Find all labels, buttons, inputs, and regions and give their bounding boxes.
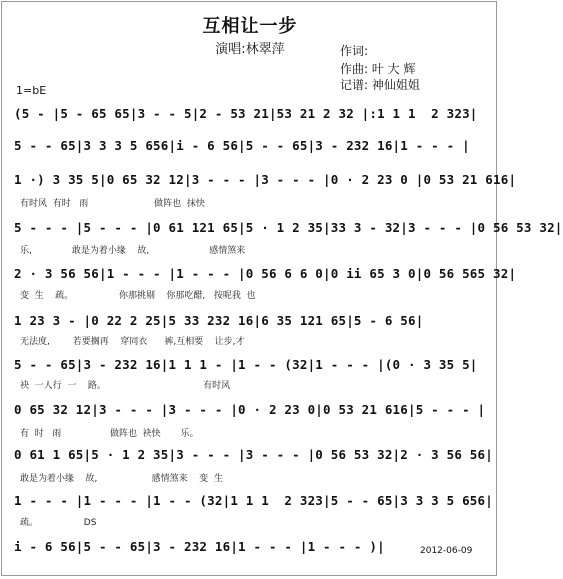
notation-line-5: 2 · 3 56 56|1 - - - |1 - - - |0 56 6 6 0|0 ii 65 3 0|0 56 565 32| — [14, 266, 517, 281]
lyric-line-9: 敢是为着小缘 故, 感情煞来 变 生 — [20, 474, 223, 484]
lyric-line-3: 有时风 有时 雨 做阵也 抹快 — [20, 199, 205, 209]
transcriber-credit: 记谱: 神仙姐姐 — [340, 78, 420, 92]
notation-line-2: 5 - - 65|3 3 3 5 656|i - 6 56|5 - - 65|3 - 232 16|1 - - - | — [14, 138, 470, 153]
lyric-line-7: 袂 一人行 一 路。 有时风 — [20, 381, 231, 391]
lyricist-credit: 作词: — [340, 44, 369, 58]
notation-line-10: 1 - - - |1 - - - |1 - - (32|1 1 1 2 323|5 - - 65|3 3 3 5 656| — [14, 493, 493, 508]
notation-line-3: 1 ·) 3 35 5|0 65 32 12|3 - - - |3 - - - |0 · 2 23 0 |0 53 21 616| — [14, 172, 517, 187]
song-title: 互相让一步 — [202, 16, 298, 37]
composer-credit: 作曲: 叶 大 辉 — [340, 62, 416, 76]
notation-line-9: 0 61 1 65|5 · 1 2 35|3 - - - |3 - - - |0 56 53 32|2 · 3 56 56| — [14, 447, 493, 462]
singer-credit: 演唱:林翠萍 — [215, 42, 285, 57]
notation-line-6: 1 23 3 - |0 22 2 25|5 33 232 16|6 35 121 65|5 - 6 56| — [14, 313, 424, 328]
notation-line-7: 5 - - 65|3 - 232 16|1 1 1 - |1 - - (32|1 - - - |(0 · 3 35 5| — [14, 357, 478, 372]
lyric-line-6: 无法度, 若要搁再 穿同衣 裤,互相要 让步,才 — [20, 337, 245, 347]
transcription-date: 2012-06-09 — [420, 546, 473, 556]
notation-line-1: (5 - |5 - 65 65|3 - - 5|2 - 53 21|53 21 2 32 |:1 1 1 2 323| — [14, 106, 478, 121]
lyric-line-8: 有 时 雨 做阵也 袂快 乐。 — [20, 429, 199, 439]
lyric-line-5: 变 生 疏。 你那挑剔 你那吃醋, 按呢我 也 — [20, 291, 256, 301]
lyric-line-4: 乐, 敢是为着小缘 故, 感情煞来 — [20, 246, 246, 256]
notation-line-4: 5 - - - |5 - - - |0 61 121 65|5 · 1 2 35|33 3 - 32|3 - - - |0 56 53 32| — [14, 220, 563, 235]
key-signature: 1=bE — [16, 84, 47, 97]
notation-line-8: 0 65 32 12|3 - - - |3 - - - |0 · 2 23 0|0 53 21 616|5 - - - | — [14, 402, 486, 417]
notation-line-11: i - 6 56|5 - - 65|3 - 232 16|1 - - - |1 - - - )| — [14, 539, 385, 554]
lyric-line-10: 疏。 DS — [20, 518, 97, 528]
